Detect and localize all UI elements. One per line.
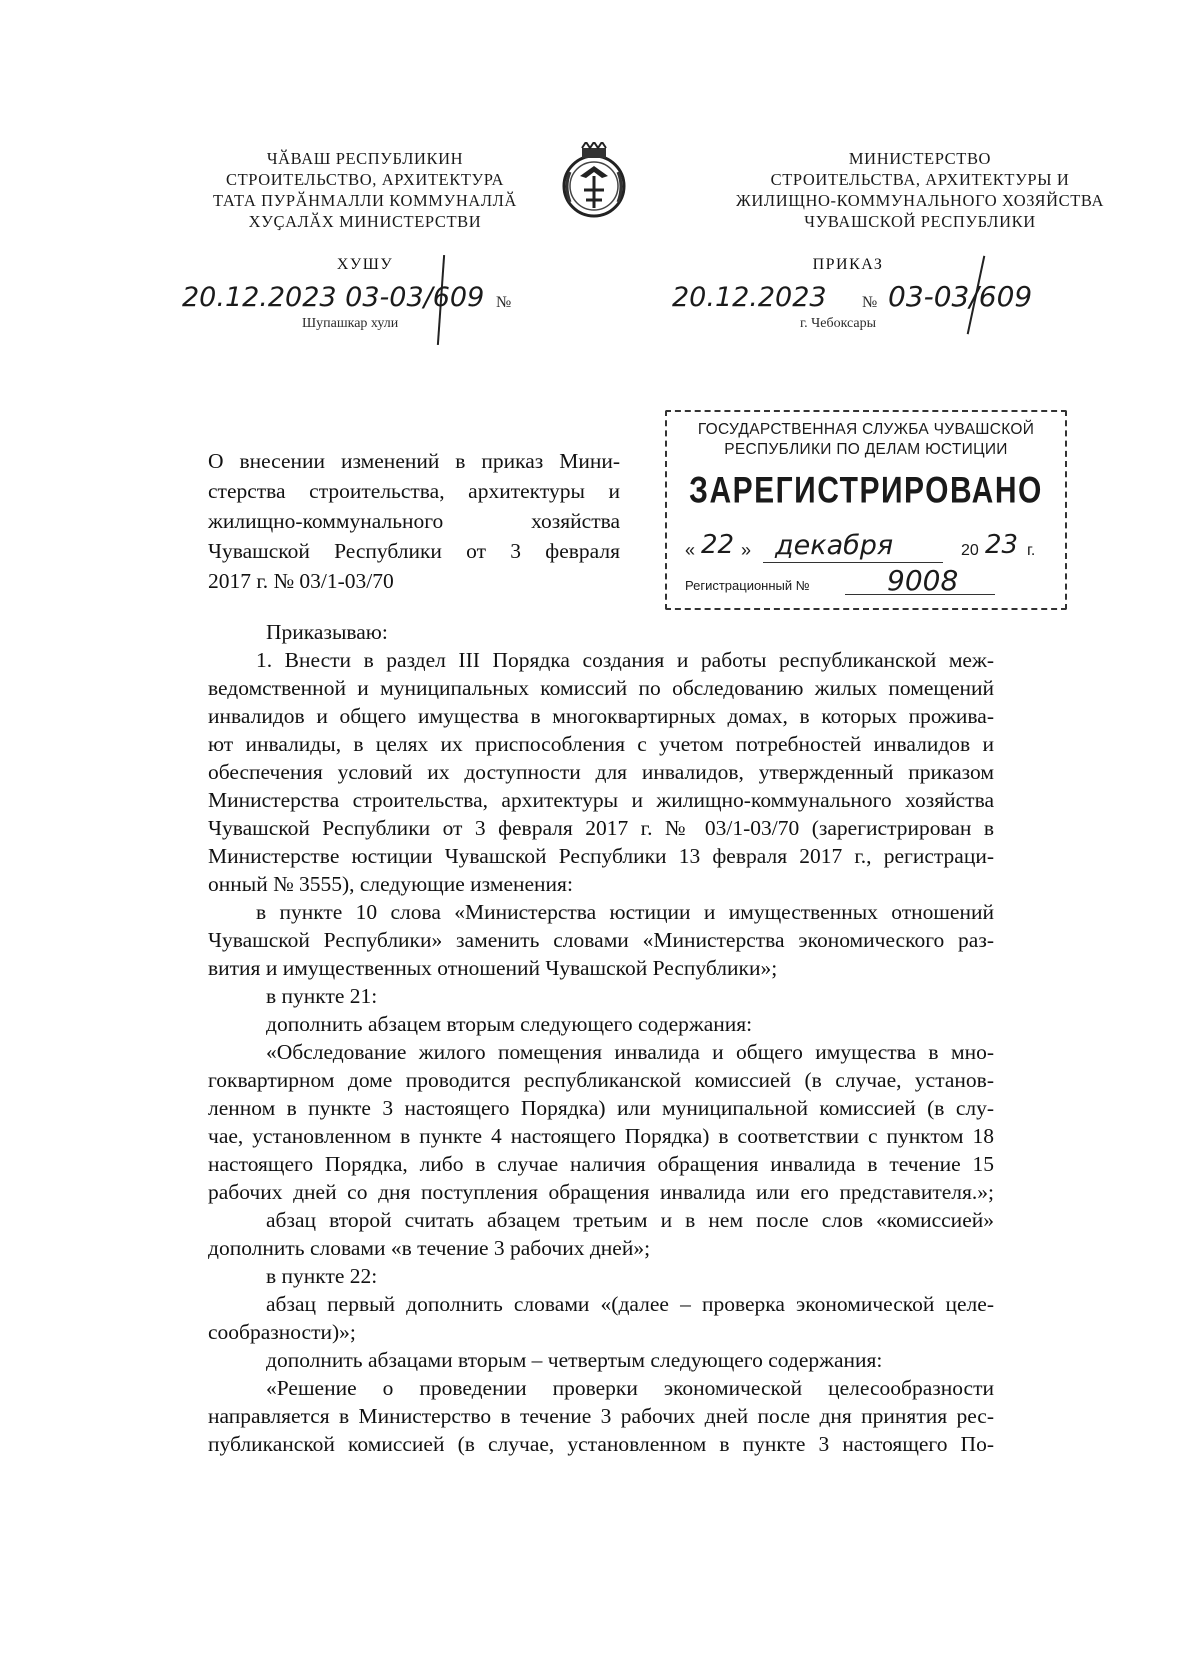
- body-line: Министерства строительства, архитектуры и жилищно-коммунального хозяйства: [208, 788, 994, 812]
- body-line: дополнить абзацами вторым – четвертым следующего содержания:: [266, 1348, 883, 1372]
- stamp-reg-row: [685, 564, 1055, 600]
- stamp-status: ЗАРЕГИСТРИРОВАНО: [689, 470, 1043, 512]
- document-title: [208, 446, 620, 596]
- left-place: Шупашкар хули: [302, 316, 399, 331]
- title-line: Чувашской Республики от 3 февраля: [208, 539, 620, 563]
- stamp-org-line: ГОСУДАРСТВЕННАЯ СЛУЖБА ЧУВАШСКОЙ: [697, 421, 1035, 438]
- body-line: «Решение о проведении проверки экономической целесообразности: [266, 1376, 994, 1400]
- left-header-line: ЧӐВАШ РЕСПУБЛИКИН: [266, 149, 464, 168]
- body-line: чае, установленном в пункте 4 настоящего Порядка) в соответствии с пунктом 18: [208, 1124, 994, 1148]
- right-doc-type: ПРИКАЗ: [812, 256, 884, 273]
- body-line: дополнить словами «в течение 3 рабочих дней»;: [208, 1236, 651, 1260]
- left-ministry-header: [175, 148, 555, 232]
- body-line: ведомственной и муниципальных комиссий по обследованию жилых помещений: [208, 676, 994, 700]
- stamp-reg-label: Регистрационный №: [685, 578, 810, 593]
- document-body: [208, 618, 994, 1458]
- body-line: сообразности)»;: [208, 1320, 356, 1344]
- body-line: обеспечения условий их доступности для инвалидов, утвержденный приказом: [208, 760, 994, 784]
- stamp-year-suffix: 23: [985, 530, 1019, 560]
- stamp-year-prefix: 20: [961, 542, 979, 559]
- body-line: Чувашской Республики от 3 февраля 2017 г. № 03/1-03/70 (зарегистрирован в: [208, 816, 994, 840]
- title-line: жилищно-коммунального хозяйства: [208, 509, 620, 533]
- body-line: настоящего Порядка, либо в случае наличия обращения инвалида в течение 15: [208, 1152, 994, 1176]
- right-number-sign: №: [862, 294, 878, 311]
- stamp-month: декабря: [775, 530, 894, 561]
- title-line: О внесении изменений в приказ Мини-: [208, 449, 620, 473]
- stamp-reg-number: 9008: [887, 564, 959, 597]
- body-line: Приказываю:: [266, 620, 388, 644]
- stamp-month-underline: [763, 562, 943, 563]
- stamp-org-line: РЕСПУБЛИКИ ПО ДЕЛАМ ЮСТИЦИИ: [724, 441, 1008, 458]
- body-line: ленном в пункте 3 настоящего Порядка) или муниципальной комиссией (в слу-: [208, 1096, 994, 1120]
- right-header-line: ЧУВАШСКОЙ РЕСПУБЛИКИ: [804, 212, 1036, 231]
- body-line: в пункте 21:: [266, 984, 378, 1008]
- right-handwritten-date: 20.12.2023: [672, 282, 827, 313]
- stamp-quote-close: »: [741, 540, 752, 560]
- title-line: стерства строительства, архитектуры и: [208, 479, 620, 503]
- body-line: вития и имущественных отношений Чувашской Республики»;: [208, 956, 778, 980]
- left-number-sign: №: [496, 294, 512, 311]
- body-line: абзац второй считать абзацем третьим и в нем после слов «комиссией»: [266, 1208, 994, 1232]
- right-header-line: СТРОИТЕЛЬСТВА, АРХИТЕКТУРЫ И: [770, 170, 1070, 189]
- body-line: инвалидов и общего имущества в многоквартирных домах, в которых прожива-: [208, 704, 994, 728]
- left-header-line: ТАТА ПУРӐНМАЛЛИ КОММУНАЛЛӐ: [213, 191, 517, 210]
- body-line: Министерстве юстиции Чувашской Республики 13 февраля 2017 г., регистраци-: [208, 844, 994, 868]
- body-line: рабочих дней со дня поступления обращения инвалида или его представителя.»;: [208, 1180, 994, 1204]
- body-line: гоквартирном доме проводится республиканской комиссией (в случае, установ-: [208, 1068, 994, 1092]
- right-handwritten-number: 03-03/609: [888, 280, 1033, 313]
- registration-stamp: [665, 410, 1067, 610]
- stamp-day: 22: [701, 530, 735, 560]
- body-line: в пункте 22:: [266, 1264, 378, 1288]
- left-handwritten-date-number: 20.12.2023 03-03/609: [182, 282, 485, 313]
- body-line: 1. Внести в раздел III Порядка создания и работы республиканской меж-: [256, 648, 994, 672]
- body-line: направляется в Министерство в течение 3 рабочих дней после дня принятия рес-: [208, 1404, 994, 1428]
- title-line: 2017 г. № 03/1-03/70: [208, 569, 394, 593]
- body-line: ют инвалиды, в целях их приспособления с учетом потребностей инвалидов и: [208, 732, 994, 756]
- right-ministry-header: [725, 148, 1115, 232]
- body-line: «Обследование жилого помещения инвалида и общего имущества в мно-: [266, 1040, 994, 1064]
- stamp-quote-open: «: [685, 540, 696, 560]
- body-line: онный № 3555), следующие изменения:: [208, 872, 573, 896]
- right-header-line: МИНИСТЕРСТВО: [848, 149, 992, 168]
- right-header-line: ЖИЛИЩНО-КОММУНАЛЬНОГО ХОЗЯЙСТВА: [736, 191, 1104, 210]
- body-line: дополнить абзацем вторым следующего содержания:: [266, 1012, 753, 1036]
- body-line: Чувашской Республики» заменить словами «Министерства экономического раз-: [208, 928, 994, 952]
- body-line: абзац первый дополнить словами «(далее – проверка экономической целе-: [266, 1292, 994, 1316]
- stamp-date-row: [685, 530, 1055, 566]
- left-header-line: СТРОИТЕЛЬСТВО, АРХИТЕКТУРА: [225, 170, 504, 189]
- body-line: в пункте 10 слова «Министерства юстиции и имущественных отношений: [256, 900, 994, 924]
- left-header-line: ХУҪАЛӐХ МИНИСТЕРСТВИ: [248, 212, 482, 231]
- stamp-year-unit: г.: [1027, 542, 1036, 559]
- left-doc-type: ХУШУ: [336, 256, 394, 273]
- body-line: публиканской комиссией (в случае, установленном в пункте 3 настоящего По-: [208, 1432, 994, 1456]
- chuvash-republic-emblem-icon: [556, 142, 632, 222]
- right-place: г. Чебоксары: [800, 316, 877, 331]
